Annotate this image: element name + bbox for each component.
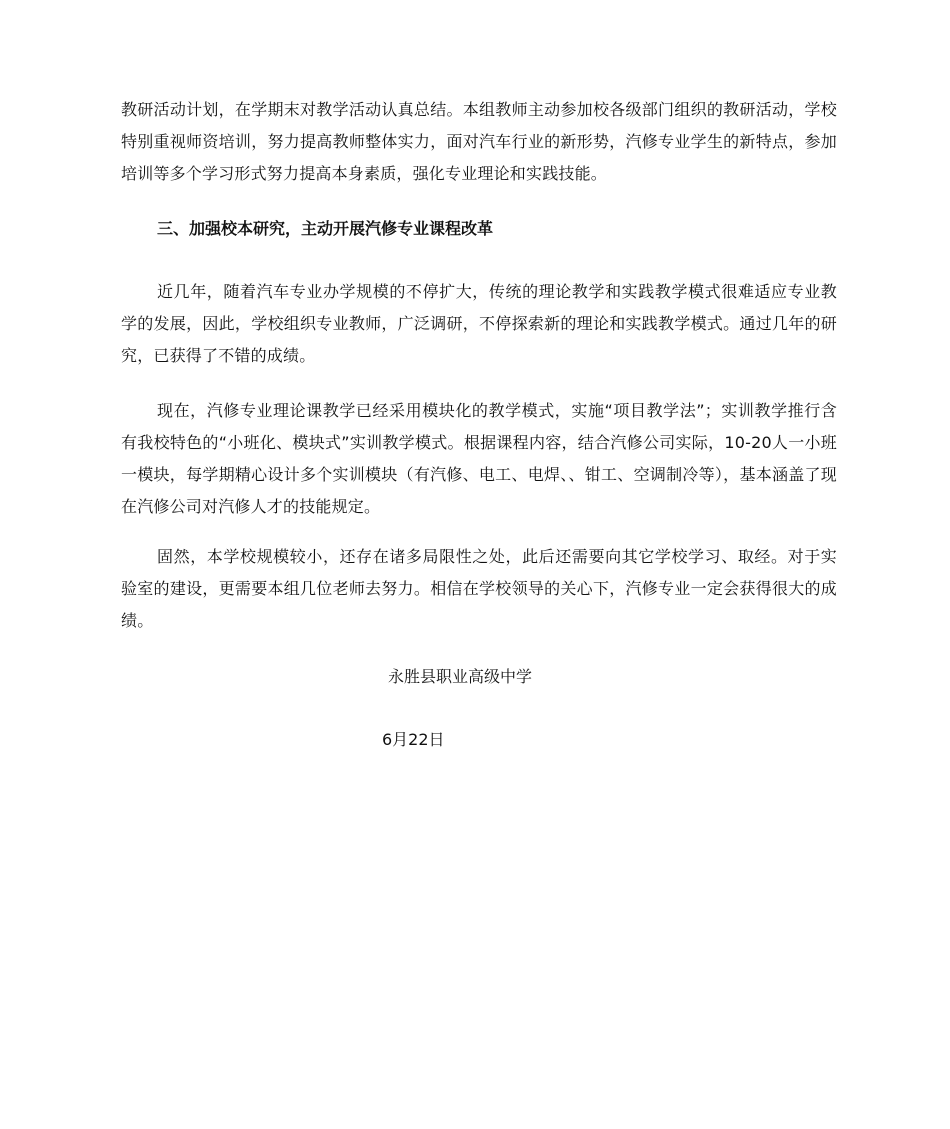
body-paragraph-reform: 近几年，随着汽车专业办学规模的不停扩大，传统的理论教学和实践教学模式很难适应专业教学的发展，因此，学校组织专业教师，广泛调研，不停探索新的理论和实践教学模式。通过几年的研究，已获得了不错的成绩。 [121, 282, 837, 365]
signature-date: 6月22日 [382, 730, 445, 749]
signature-organization: 永胜县职业高级中学 [388, 667, 533, 686]
body-paragraph-conclusion: 固然，本学校规模较小，还存在诸多局限性之处，此后还需要向其它学校学习、取经。对于实验室的建设，更需要本组几位老师去努力。相信在学校领导的关心下，汽修专业一定会获得很大的成绩。 [121, 547, 837, 630]
section-heading: 三、加强校本研究，主动开展汽修专业课程改革 [157, 219, 494, 238]
body-paragraph-teaching-model: 现在，汽修专业理论课教学已经采用模块化的教学模式，实施“项目教学法”；实训教学推行含有我校特色的“小班化、模块式”实训教学模式。根据课程内容，结合汽修公司实际，10-20人一小班一模块，每学期精心设计多个实训模块（有汽修、电工、电焊、、钳工、空调制冷等），基本涵盖了现在汽修公司对汽修人才的技能规定。 [121, 401, 837, 516]
body-paragraph-continued: 教研活动计划，在学期末对教学活动认真总结。本组教师主动参加校各级部门组织的教研活动，学校特别重视师资培训，努力提高教师整体实力，面对汽车行业的新形势，汽修专业学生的新特点，参加培训等多个学习形式努力提高本身素质，强化专业理论和实践技能。 [121, 100, 837, 183]
